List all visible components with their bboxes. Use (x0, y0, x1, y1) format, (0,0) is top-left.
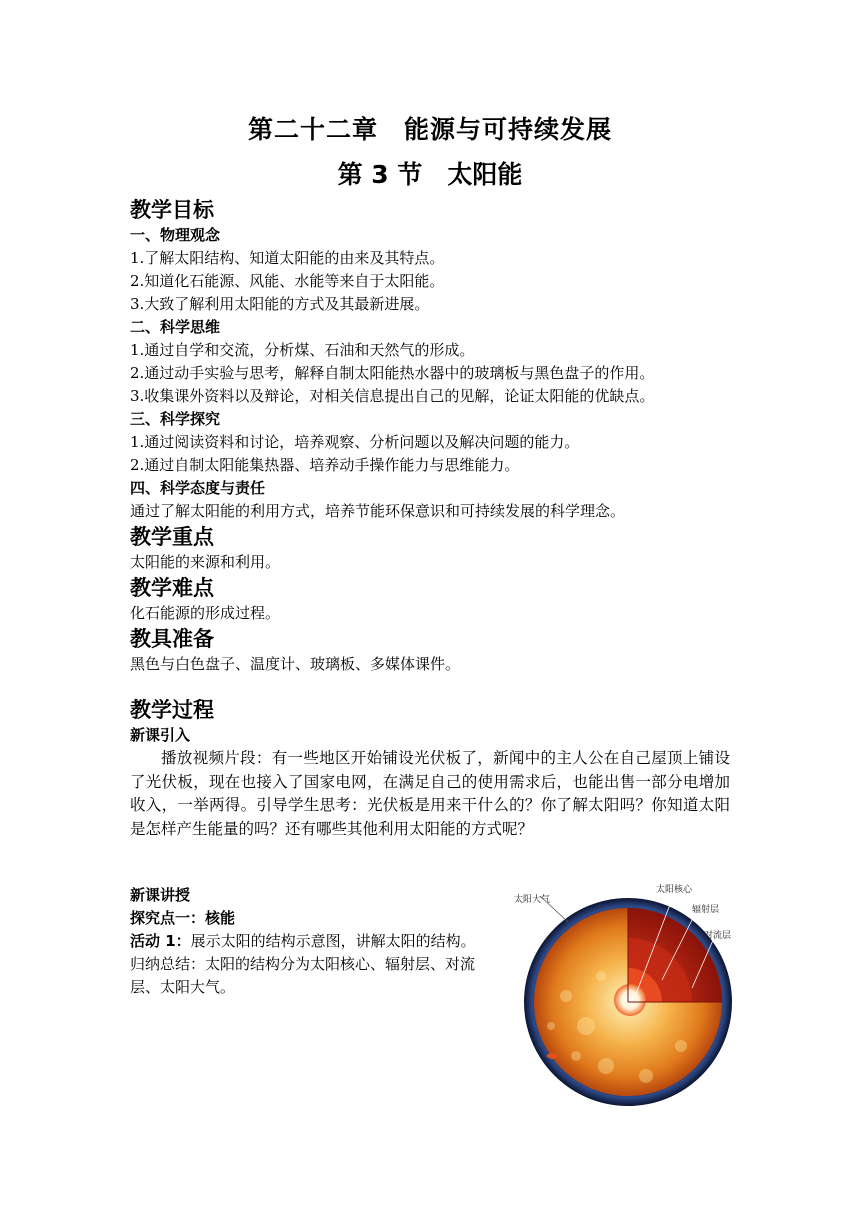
label-radiative: 辐射层 (692, 905, 720, 915)
objective-item: 3.收集课外资料以及辩论，对相关信息提出自己的见解，论证太阳能的优缺点。 (130, 387, 655, 405)
activity-label: 活动 1： (130, 932, 191, 950)
process-heading: 教学过程 (130, 698, 214, 722)
objectives-heading: 教学目标 (130, 198, 214, 222)
objective-group-title: 一、物理观念 (130, 226, 221, 244)
objective-item: 1.通过自学和交流，分析煤、石油和天然气的形成。 (130, 341, 475, 359)
lecture-title: 新课讲授 (130, 886, 191, 904)
objective-item: 2.通过自制太阳能集热器、培养动手操作能力与思维能力。 (130, 456, 520, 474)
activity-text: 展示太阳的结构示意图，讲解太阳的结构。 (190, 932, 476, 950)
materials-heading: 教具准备 (130, 627, 214, 651)
label-core: 太阳核心 (656, 885, 693, 895)
objective-item: 1.了解太阳结构、知道太阳能的由来及其特点。 (130, 249, 445, 267)
difficulty-text: 化石能源的形成过程。 (130, 604, 281, 622)
objective-item: 通过了解太阳能的利用方式，培养节能环保意识和可持续发展的科学理念。 (130, 502, 626, 520)
intro-paragraph: 播放视频片段：有一些地区开始铺设光伏板了，新闻中的主人公在自己屋顶上铺设了光伏板，现在也接入了国家电网，在满足自己的使用需求后，也能出售一部分电增加收入，一举两得。引导学生思考：光伏板是用来干什么的？你了解太阳吗？你知道太阳是怎样产生能量的吗？还有哪些其他利用太阳能的方式呢？ (130, 749, 730, 838)
objective-item: 2.知道化石能源、风能、水能等来自于太阳能。 (130, 272, 445, 290)
objective-item: 3.大致了解利用太阳能的方式及其最新进展。 (130, 295, 430, 313)
main-content (130, 196, 740, 841)
section-title: 第 3 节 太阳能 (337, 160, 523, 189)
lecture-section (130, 884, 495, 999)
point-title: 探究点一：核能 (130, 909, 236, 927)
difficulty-heading: 教学难点 (130, 576, 214, 600)
objective-group-title: 二、科学思维 (130, 318, 221, 336)
sun-structure-diagram (506, 876, 746, 1112)
label-atmosphere: 太阳大气 (514, 895, 551, 905)
objective-group-title: 三、科学探究 (130, 410, 221, 428)
objective-item: 1.通过阅读资料和讨论，培养观察、分析问题以及解决问题的能力。 (130, 433, 580, 451)
summary-paragraph: 归纳总结：太阳的结构分为太阳核心、辐射层、对流层、太阳大气。 (130, 955, 476, 996)
label-convective: 对流层 (704, 931, 732, 941)
key-point-text: 太阳能的来源和利用。 (130, 553, 281, 571)
objective-item: 2.通过动手实验与思考，解释自制太阳能热水器中的玻璃板与黑色盘子的作用。 (130, 364, 655, 382)
chapter-title: 第二十二章 能源与可持续发展 (247, 115, 612, 144)
objective-group-title: 四、科学态度与责任 (130, 479, 266, 497)
key-point-heading: 教学重点 (130, 525, 214, 549)
materials-text: 黑色与白色盘子、温度计、玻璃板、多媒体课件。 (130, 655, 461, 673)
intro-title: 新课引入 (130, 726, 191, 744)
activity-paragraph (130, 930, 495, 953)
